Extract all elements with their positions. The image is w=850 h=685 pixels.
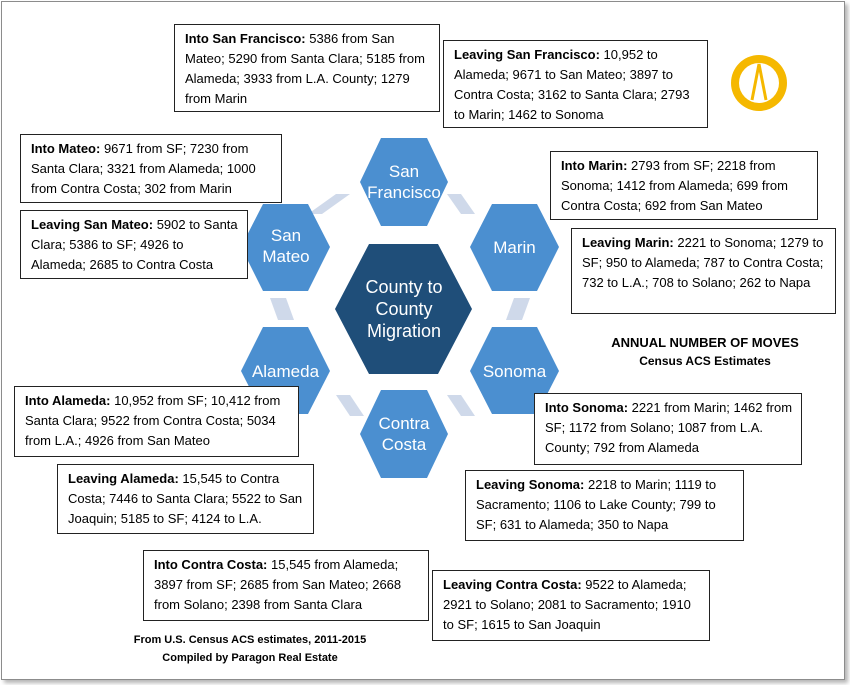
box-text: 2221 from Marin; 1462 from SF; 1172 from Solano; 1087 from L.A. County; 792 from Alameda [545, 400, 793, 455]
box-text: 10,952 from SF; 10,412 from Santa Clara; 9522 from Contra Costa; 5034 from L.A.; 4926 from San Mateo [25, 393, 281, 448]
title-line1: ANNUAL NUMBER OF MOVES [611, 335, 799, 350]
into-alameda-box [14, 386, 299, 457]
box-label: Into San Francisco: [185, 31, 306, 46]
leaving-alameda-box [57, 464, 314, 534]
hex-label-san-francisco: San Francisco [367, 162, 441, 202]
hex-label-alameda: Alameda [251, 361, 320, 381]
hex-label-san-mateo: San Mateo [262, 226, 310, 266]
box-text: 15,545 to Contra Costa; 7446 to Santa Clara; 5522 to San Joaquin; 5185 to SF; 4124 to L.A. [68, 471, 303, 526]
connector-mateo-sf [308, 194, 350, 214]
box-label: Leaving Marin: [582, 235, 674, 250]
connector-sonoma-contra [447, 395, 475, 416]
box-label: Leaving Contra Costa: [443, 577, 582, 592]
source-line1: From U.S. Census ACS estimates, 2011-2015 [133, 634, 367, 646]
leaving-sonoma-box [465, 470, 744, 541]
paragon-logo-icon [729, 53, 789, 113]
box-text: 15,545 from Alameda; 3897 from SF; 2685 from San Mateo; 2668 from Solano; 2398 from Santa Clara [154, 557, 402, 612]
connector-sf-marin [447, 194, 475, 214]
title-line2: Census ACS Estimates [639, 354, 771, 368]
box-text: 9522 to Alameda; 2921 to Solano; 2081 to Sacramento; 1910 to SF; 1615 to San Joaquin [443, 577, 691, 632]
box-label: Into Marin: [561, 158, 628, 173]
into-san-francisco-box [174, 24, 440, 112]
box-label: Leaving San Mateo: [31, 217, 154, 232]
box-text: 5902 to Santa Clara; 5386 to SF; 4926 to Alameda; 2685 to Contra Costa [31, 217, 238, 272]
connector-alameda-mateo [270, 298, 294, 320]
hex-label-sonoma: Sonoma [482, 361, 547, 381]
box-text: 10,952 to Alameda; 9671 to San Mateo; 3897 to Contra Costa; 3162 to Santa Clara; 2793 to Marin; 1462 to Sonoma [454, 47, 690, 122]
box-text: 2218 to Marin; 1119 to Sacramento; 1106 to Lake County; 799 to SF; 631 to Alameda; 350 to Napa [476, 477, 717, 532]
source-line2: Compiled by Paragon Real Estate [162, 652, 338, 664]
leaving-contra-costa-box [432, 570, 710, 641]
hex-label-marin: Marin [493, 237, 536, 257]
box-label: Into Mateo: [31, 141, 101, 156]
box-text: 2221 to Sonoma; 1279 to SF; 950 to Alameda; 787 to Contra Costa; 732 to L.A.; 708 to Solano; 262 to Napa [582, 235, 824, 290]
box-label: Into Contra Costa: [154, 557, 268, 572]
box-label: Into Alameda: [25, 393, 111, 408]
into-sonoma-box [534, 393, 802, 465]
title-block [590, 333, 820, 370]
box-label: Leaving Sonoma: [476, 477, 585, 492]
box-text: 5386 from San Mateo; 5290 from Santa Clara; 5185 from Alameda; 3933 from L.A. County; 1279 from Marin [185, 31, 425, 106]
leaving-san-francisco-box [443, 40, 708, 128]
leaving-san-mateo-box [20, 210, 248, 279]
hex-label-contra-costa: Contra Costa [378, 414, 430, 454]
box-label: Leaving San Francisco: [454, 47, 600, 62]
box-label: Leaving Alameda: [68, 471, 179, 486]
leaving-marin-box [571, 228, 836, 314]
box-label: Into Sonoma: [545, 400, 629, 415]
into-marin-box [550, 151, 818, 220]
box-text: 2793 from SF; 2218 from Sonoma; 1412 from Alameda; 699 from Contra Costa; 692 from San Mateo [561, 158, 788, 213]
box-text: 9671 from SF; 7230 from Santa Clara; 3321 from Alameda; 1000 from Contra Costa; 302 from Marin [31, 141, 256, 196]
into-contra-costa-box [143, 550, 429, 621]
connector-marin-sonoma [506, 298, 530, 320]
into-mateo-box [20, 134, 282, 203]
hex-label-center: County to County Migration [365, 277, 443, 341]
